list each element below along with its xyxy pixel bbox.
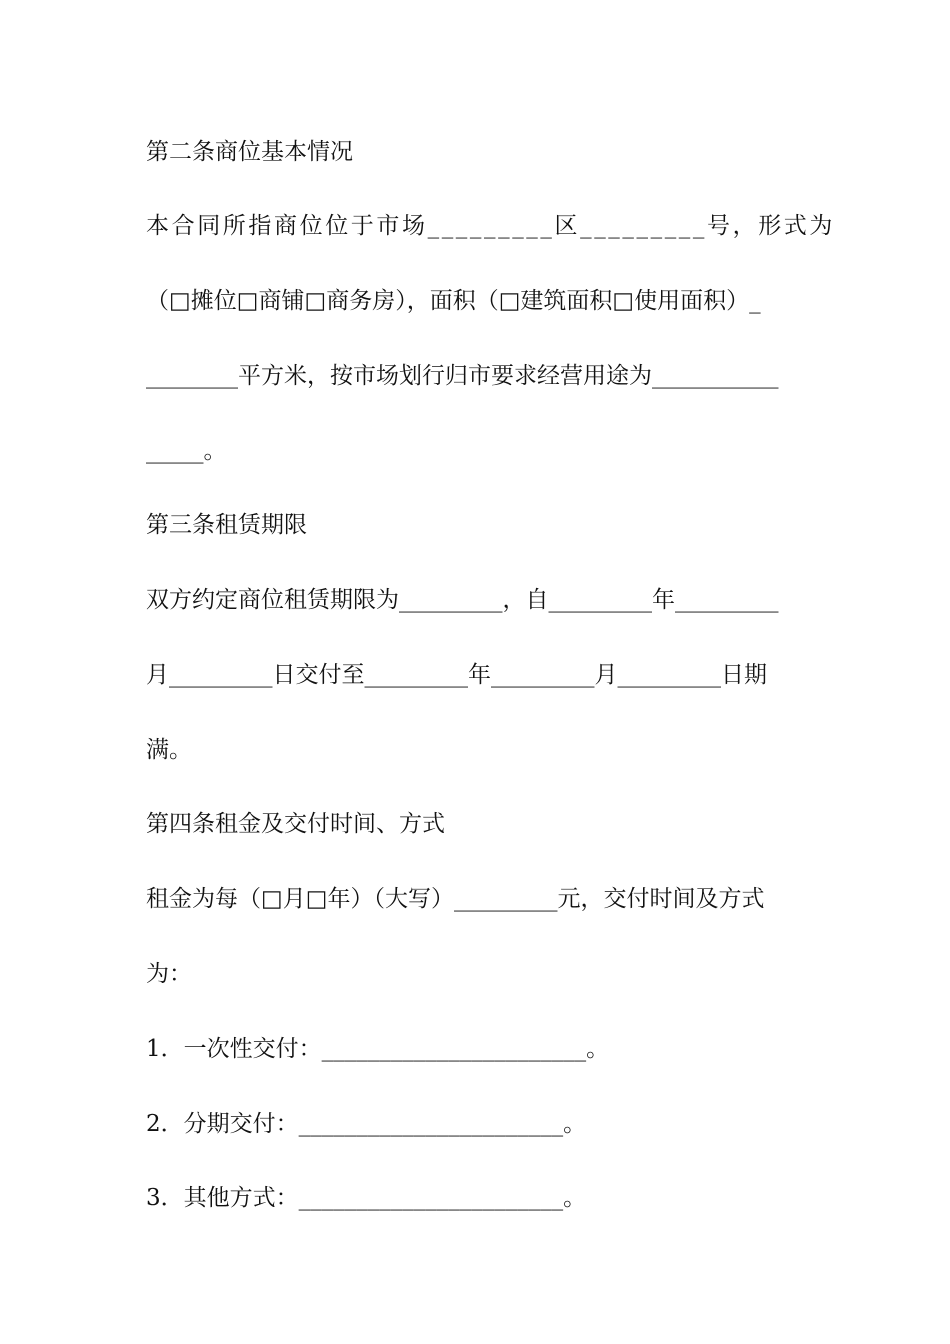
article-3-text-line-3: 满。 <box>146 737 192 763</box>
payment-option-1: 1．一次性交付：_______________________。 <box>146 1036 610 1062</box>
article-2-text-line-1: 本合同所指商位位于市场_________区_________号，形式为 <box>146 213 835 239</box>
article-2-text-line-4: _____。 <box>146 438 227 464</box>
article-3-text-line-2: 月_________日交付至_________年_________月_________日期 <box>146 662 767 688</box>
article-4-text-line-1: 租金为每（□月□年）（大写）_________元，交付时间及方式 <box>146 886 765 912</box>
payment-option-2: 2．分期交付：_______________________。 <box>146 1111 587 1137</box>
payment-option-3: 3．其他方式：_______________________。 <box>146 1185 587 1211</box>
article-3-text-line-1: 双方约定商位租赁期限为_________，自_________年_________ <box>146 587 779 613</box>
article-4-text-line-2: 为： <box>146 961 192 987</box>
article-2-text-line-3: ________平方米，按市场划行归市要求经营用途为___________ <box>146 363 779 389</box>
article-4-heading: 第四条租金及交付时间、方式 <box>146 811 445 837</box>
article-2-heading: 第二条商位基本情况 <box>146 139 353 165</box>
article-2-text-line-2: （□摊位□商铺□商务房），面积（□建筑面积□使用面积）_ <box>146 288 761 314</box>
article-3-heading: 第三条租赁期限 <box>146 512 307 538</box>
